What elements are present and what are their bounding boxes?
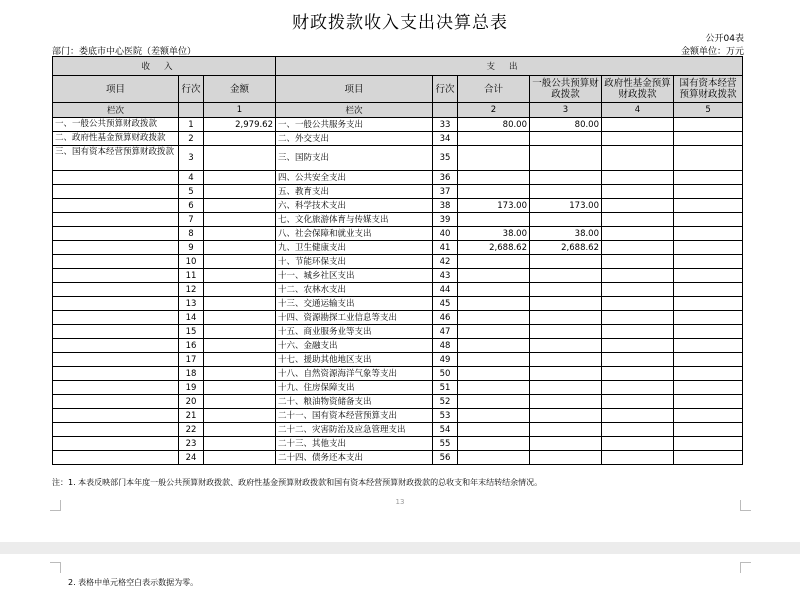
crop-mark (740, 562, 751, 573)
income-line-cell: 11 (179, 269, 204, 283)
total-cell: 2,688.62 (458, 241, 530, 255)
general-budget-cell: 80.00 (530, 118, 602, 132)
general-budget-cell (530, 451, 602, 465)
state-capital-cell (674, 409, 743, 423)
gov-fund-cell (602, 297, 674, 311)
income-item-cell (53, 381, 179, 395)
gov-fund-cell (602, 283, 674, 297)
income-amount-cell (204, 297, 276, 311)
expenditure-line-cell: 41 (433, 241, 458, 255)
table-row (53, 283, 743, 297)
general-budget-cell (530, 381, 602, 395)
table-row (53, 146, 743, 171)
table-row (53, 118, 743, 132)
total-cell (458, 297, 530, 311)
expenditure-line-cell: 39 (433, 213, 458, 227)
expenditure-item-cell: 二十三、其他支出 (276, 437, 433, 451)
table-row (53, 132, 743, 146)
expenditure-line-cell: 45 (433, 297, 458, 311)
income-amount-cell: 2,979.62 (204, 118, 276, 132)
income-line-cell: 17 (179, 353, 204, 367)
income-amount-cell (204, 381, 276, 395)
state-capital-cell (674, 227, 743, 241)
expenditure-item-cell: 十八、自然资源海洋气象等支出 (276, 367, 433, 381)
expenditure-item-cell: 十九、住房保障支出 (276, 381, 433, 395)
expenditure-item-cell: 二、外交支出 (276, 132, 433, 146)
income-amount-cell (204, 353, 276, 367)
total-cell (458, 367, 530, 381)
expenditure-line-cell: 46 (433, 311, 458, 325)
income-line-cell: 6 (179, 199, 204, 213)
state-capital-cell (674, 325, 743, 339)
expenditure-item-cell: 十、节能环保支出 (276, 255, 433, 269)
table-row (53, 437, 743, 451)
state-capital-cell (674, 353, 743, 367)
expenditure-item-cell: 十一、城乡社区支出 (276, 269, 433, 283)
income-item-cell (53, 241, 179, 255)
income-item-cell (53, 325, 179, 339)
total-cell (458, 325, 530, 339)
income-line-cell: 24 (179, 451, 204, 465)
total-cell (458, 269, 530, 283)
total-cell (458, 395, 530, 409)
expenditure-line-cell: 38 (433, 199, 458, 213)
expenditure-item-cell: 六、科学技术支出 (276, 199, 433, 213)
total-cell (458, 185, 530, 199)
income-item-cell (53, 451, 179, 465)
general-budget-cell (530, 311, 602, 325)
expenditure-line-cell: 49 (433, 353, 458, 367)
table-row (53, 227, 743, 241)
state-capital-cell (674, 171, 743, 185)
income-amount-cell (204, 339, 276, 353)
header-gov-fund: 政府性基金预算财政拨款 (602, 76, 674, 103)
income-item-cell (53, 283, 179, 297)
gov-fund-cell (602, 381, 674, 395)
state-capital-cell (674, 132, 743, 146)
gov-fund-cell (602, 339, 674, 353)
general-budget-cell (530, 437, 602, 451)
state-capital-cell (674, 269, 743, 283)
income-item-cell (53, 171, 179, 185)
form-number: 公开04表 (705, 34, 744, 44)
state-capital-cell (674, 381, 743, 395)
expenditure-line-cell: 50 (433, 367, 458, 381)
expenditure-item-cell: 十六、金融支出 (276, 339, 433, 353)
state-capital-cell (674, 437, 743, 451)
expenditure-line-cell: 56 (433, 451, 458, 465)
expenditure-line-cell: 51 (433, 381, 458, 395)
income-item-cell (53, 255, 179, 269)
expenditure-line-cell: 33 (433, 118, 458, 132)
table-row (53, 409, 743, 423)
general-budget-cell: 2,688.62 (530, 241, 602, 255)
expenditure-line-cell: 52 (433, 395, 458, 409)
general-budget-cell (530, 339, 602, 353)
income-amount-cell (204, 171, 276, 185)
gov-fund-cell (602, 367, 674, 381)
state-capital-cell (674, 367, 743, 381)
header-total: 合计 (458, 76, 530, 103)
income-line-cell: 20 (179, 395, 204, 409)
gov-fund-cell (602, 171, 674, 185)
income-line-cell: 19 (179, 381, 204, 395)
state-capital-cell (674, 451, 743, 465)
total-cell (458, 132, 530, 146)
income-amount-cell (204, 423, 276, 437)
table-body (53, 118, 743, 465)
income-line-cell: 2 (179, 132, 204, 146)
general-budget-cell (530, 353, 602, 367)
gov-fund-cell (602, 409, 674, 423)
header-exp-item: 项目 (276, 76, 433, 103)
header-income: 收入 (53, 57, 276, 76)
income-item-cell: 二、政府性基金预算财政拨款 (53, 132, 179, 146)
column-index-2: 2 (458, 103, 530, 118)
column-label-income: 栏次 (53, 103, 179, 118)
expenditure-line-cell: 35 (433, 146, 458, 171)
income-amount-cell (204, 132, 276, 146)
income-amount-cell (204, 283, 276, 297)
total-cell (458, 409, 530, 423)
expenditure-item-cell: 八、社会保障和就业支出 (276, 227, 433, 241)
state-capital-cell (674, 297, 743, 311)
income-item-cell (53, 367, 179, 381)
income-item-cell (53, 311, 179, 325)
income-amount-cell (204, 367, 276, 381)
gov-fund-cell (602, 199, 674, 213)
income-line-cell: 22 (179, 423, 204, 437)
expenditure-line-cell: 44 (433, 283, 458, 297)
income-item-cell (53, 409, 179, 423)
budget-summary-table (52, 56, 743, 465)
state-capital-cell (674, 283, 743, 297)
expenditure-item-cell: 十五、商业服务业等支出 (276, 325, 433, 339)
document-page-2 (0, 554, 800, 595)
state-capital-cell (674, 241, 743, 255)
income-amount-cell (204, 409, 276, 423)
gov-fund-cell (602, 311, 674, 325)
income-item-cell (53, 297, 179, 311)
table-row (53, 381, 743, 395)
total-cell (458, 437, 530, 451)
table-row (53, 241, 743, 255)
table-row (53, 451, 743, 465)
crop-mark (50, 500, 61, 511)
general-budget-cell (530, 213, 602, 227)
state-capital-cell (674, 339, 743, 353)
expenditure-line-cell: 34 (433, 132, 458, 146)
table-row (53, 395, 743, 409)
general-budget-cell (530, 409, 602, 423)
income-item-cell (53, 227, 179, 241)
header-exp-line-no: 行次 (433, 76, 458, 103)
state-capital-cell (674, 118, 743, 132)
total-cell (458, 146, 530, 171)
table-row (53, 353, 743, 367)
general-budget-cell: 38.00 (530, 227, 602, 241)
state-capital-cell (674, 213, 743, 227)
total-cell (458, 213, 530, 227)
header-income-line-no: 行次 (179, 76, 204, 103)
document-title: 财政拨款收入支出决算总表 (292, 13, 508, 33)
amount-unit-label: 金额单位：万元 (680, 47, 744, 57)
income-line-cell: 23 (179, 437, 204, 451)
page-separator (0, 542, 800, 554)
general-budget-cell (530, 423, 602, 437)
total-cell (458, 311, 530, 325)
income-amount-cell (204, 451, 276, 465)
income-line-cell: 18 (179, 367, 204, 381)
general-budget-cell (530, 395, 602, 409)
gov-fund-cell (602, 395, 674, 409)
table-row (53, 255, 743, 269)
general-budget-cell (530, 367, 602, 381)
footnote-1: 注：1. 本表反映部门本年度一般公共预算财政拨款、政府性基金预算财政拨款和国有资本经营预算财政拨款的总收支和年末结转结余情况。 (52, 478, 543, 487)
state-capital-cell (674, 311, 743, 325)
general-budget-cell (530, 283, 602, 297)
income-amount-cell (204, 146, 276, 171)
general-budget-cell: 173.00 (530, 199, 602, 213)
expenditure-line-cell: 43 (433, 269, 458, 283)
income-item-cell: 一、一般公共预算财政拨款 (53, 118, 179, 132)
gov-fund-cell (602, 269, 674, 283)
total-cell (458, 451, 530, 465)
column-index-3: 3 (530, 103, 602, 118)
expenditure-item-cell: 十二、农林水支出 (276, 283, 433, 297)
expenditure-item-cell: 二十、粮油物资储备支出 (276, 395, 433, 409)
general-budget-cell (530, 325, 602, 339)
income-line-cell: 15 (179, 325, 204, 339)
income-amount-cell (204, 185, 276, 199)
income-item-cell (53, 353, 179, 367)
table-row (53, 339, 743, 353)
income-amount-cell (204, 325, 276, 339)
total-cell: 80.00 (458, 118, 530, 132)
state-capital-cell (674, 255, 743, 269)
income-item-cell (53, 437, 179, 451)
income-line-cell: 5 (179, 185, 204, 199)
expenditure-line-cell: 37 (433, 185, 458, 199)
expenditure-item-cell: 四、公共安全支出 (276, 171, 433, 185)
total-cell (458, 255, 530, 269)
gov-fund-cell (602, 185, 674, 199)
gov-fund-cell (602, 423, 674, 437)
expenditure-item-cell: 十四、资源勘探工业信息等支出 (276, 311, 433, 325)
income-line-cell: 16 (179, 339, 204, 353)
gov-fund-cell (602, 451, 674, 465)
gov-fund-cell (602, 255, 674, 269)
general-budget-cell (530, 185, 602, 199)
table-row (53, 311, 743, 325)
income-amount-cell (204, 255, 276, 269)
table-row (53, 185, 743, 199)
total-cell (458, 283, 530, 297)
state-capital-cell (674, 395, 743, 409)
header-income-item: 项目 (53, 76, 179, 103)
gov-fund-cell (602, 118, 674, 132)
footnote-2: 2. 表格中单元格空白表示数据为零。 (68, 578, 199, 587)
income-item-cell (53, 199, 179, 213)
expenditure-item-cell: 一、一般公共服务支出 (276, 118, 433, 132)
expenditure-item-cell: 二十二、灾害防治及应急管理支出 (276, 423, 433, 437)
income-amount-cell (204, 311, 276, 325)
income-line-cell: 9 (179, 241, 204, 255)
state-capital-cell (674, 199, 743, 213)
gov-fund-cell (602, 241, 674, 255)
income-amount-cell (204, 241, 276, 255)
general-budget-cell (530, 255, 602, 269)
header-expenditure: 支出 (276, 57, 743, 76)
expenditure-line-cell: 48 (433, 339, 458, 353)
expenditure-item-cell: 二十四、债务还本支出 (276, 451, 433, 465)
table-row (53, 325, 743, 339)
expenditure-item-cell: 五、教育支出 (276, 185, 433, 199)
expenditure-item-cell: 十七、援助其他地区支出 (276, 353, 433, 367)
income-line-cell: 1 (179, 118, 204, 132)
gov-fund-cell (602, 213, 674, 227)
crop-mark (740, 500, 751, 511)
column-index-1: 1 (204, 103, 276, 118)
header-income-amount: 金额 (204, 76, 276, 103)
column-label-exp: 栏次 (276, 103, 433, 118)
expenditure-line-cell: 54 (433, 423, 458, 437)
table-row (53, 213, 743, 227)
income-line-cell: 8 (179, 227, 204, 241)
expenditure-line-cell: 42 (433, 255, 458, 269)
state-capital-cell (674, 146, 743, 171)
header-row-columns (53, 76, 743, 103)
expenditure-item-cell: 二十一、国有资本经营预算支出 (276, 409, 433, 423)
header-general-budget: 一般公共预算财政拨款 (530, 76, 602, 103)
gov-fund-cell (602, 132, 674, 146)
total-cell: 38.00 (458, 227, 530, 241)
income-amount-cell (204, 199, 276, 213)
total-cell (458, 353, 530, 367)
income-item-cell (53, 395, 179, 409)
income-item-cell (53, 269, 179, 283)
header-row-column-index (53, 103, 743, 118)
general-budget-cell (530, 269, 602, 283)
table-row (53, 367, 743, 381)
table-row (53, 171, 743, 185)
table-row (53, 269, 743, 283)
header-state-capital: 国有资本经营预算财政拨款 (674, 76, 743, 103)
income-amount-cell (204, 269, 276, 283)
gov-fund-cell (602, 437, 674, 451)
gov-fund-cell (602, 227, 674, 241)
expenditure-line-cell: 55 (433, 437, 458, 451)
income-amount-cell (204, 437, 276, 451)
income-line-cell: 4 (179, 171, 204, 185)
column-index-4: 4 (602, 103, 674, 118)
general-budget-cell (530, 297, 602, 311)
total-cell (458, 339, 530, 353)
income-line-cell: 10 (179, 255, 204, 269)
gov-fund-cell (602, 353, 674, 367)
income-item-cell (53, 423, 179, 437)
gov-fund-cell (602, 325, 674, 339)
income-line-cell: 21 (179, 409, 204, 423)
expenditure-item-cell: 十三、交通运输支出 (276, 297, 433, 311)
table-row (53, 423, 743, 437)
income-amount-cell (204, 227, 276, 241)
header-row-sections (53, 57, 743, 76)
expenditure-item-cell: 九、卫生健康支出 (276, 241, 433, 255)
expenditure-line-cell: 36 (433, 171, 458, 185)
income-line-cell: 3 (179, 146, 204, 171)
table-row (53, 297, 743, 311)
income-line-cell: 14 (179, 311, 204, 325)
gov-fund-cell (602, 146, 674, 171)
table-row (53, 199, 743, 213)
department-label: 部门：娄底市中心医院（差额单位） (52, 47, 197, 57)
state-capital-cell (674, 185, 743, 199)
income-item-cell: 三、国有资本经营预算财政拨款 (53, 146, 179, 171)
income-item-cell (53, 185, 179, 199)
expenditure-item-cell: 七、文化旅游体育与传媒支出 (276, 213, 433, 227)
income-item-cell (53, 339, 179, 353)
state-capital-cell (674, 423, 743, 437)
total-cell (458, 381, 530, 395)
general-budget-cell (530, 171, 602, 185)
expenditure-item-cell: 三、国防支出 (276, 146, 433, 171)
general-budget-cell (530, 132, 602, 146)
total-cell: 173.00 (458, 199, 530, 213)
general-budget-cell (530, 146, 602, 171)
crop-mark (50, 562, 61, 573)
expenditure-line-cell: 47 (433, 325, 458, 339)
page-number: 13 (395, 498, 405, 506)
income-amount-cell (204, 213, 276, 227)
income-line-cell: 7 (179, 213, 204, 227)
total-cell (458, 171, 530, 185)
income-item-cell (53, 213, 179, 227)
income-line-cell: 13 (179, 297, 204, 311)
column-index-5: 5 (674, 103, 743, 118)
expenditure-line-cell: 53 (433, 409, 458, 423)
total-cell (458, 423, 530, 437)
income-line-cell: 12 (179, 283, 204, 297)
income-amount-cell (204, 395, 276, 409)
expenditure-line-cell: 40 (433, 227, 458, 241)
